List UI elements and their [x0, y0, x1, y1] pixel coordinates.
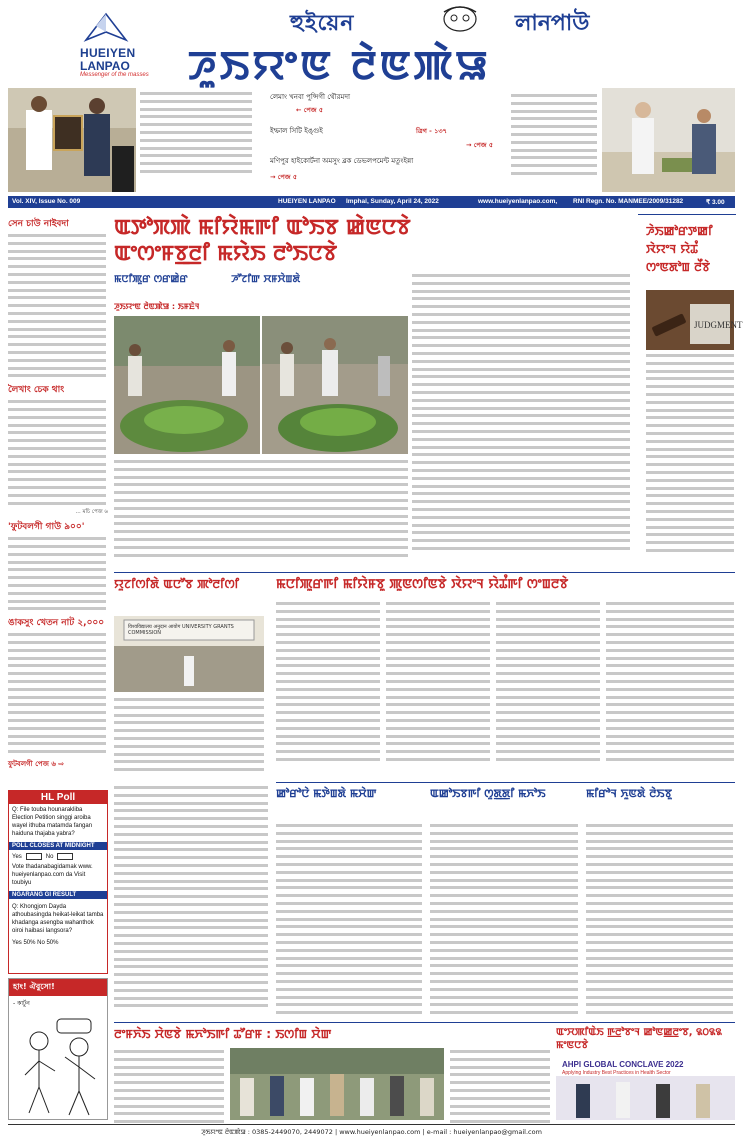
ahpi-headline: ꯑꯦꯆꯄꯤꯑꯥꯏ ꯒ꯭ꯂꯣꯕꯦꯜ ꯀꯣꯟꯀ꯭ꯂꯦꯕ, ꯲꯰꯲꯲ ꯃꯦꯟꯅꯕꯥ: [556, 1027, 722, 1051]
logo-name-hueiyen: HUEIYEN: [80, 46, 136, 60]
masthead-cartoon-icon: [420, 4, 500, 34]
cartoon-head: হাং! ঐবুসো!: [9, 979, 107, 996]
poll-title: HL Poll: [9, 791, 107, 804]
teaser-2: ইম্ফাল সিটি ইঙ্গুই: [270, 127, 323, 135]
poll-yes-checkbox[interactable]: [26, 853, 42, 860]
teaser-3-ref[interactable]: → পেজ ৫: [270, 173, 298, 181]
bottom-group-photo: [230, 1048, 444, 1120]
bottom-story: [114, 1026, 550, 1122]
brief-4-headline: ঙাকসুং খেতন নাট ২,০০০: [8, 618, 105, 629]
top-news-strip: [8, 88, 735, 194]
cartoon-drawing-icon: [9, 1011, 107, 1121]
ugc-photo: [114, 616, 264, 692]
ahpi-photo: [556, 1058, 735, 1120]
ahpi-banner: AHPI GLOBAL CONCLAVE 2022: [562, 1060, 684, 1069]
judgment-label: JUDGMENT: [694, 320, 743, 330]
logo-name-lanpao: LANPAO: [80, 59, 130, 73]
rni-number: RNI Regn. No. MANMEE/2009/31282: [573, 198, 684, 205]
teaser-1-ref[interactable]: ← পেজ ৫: [296, 106, 324, 114]
lead-subhead-2: ꯍꯧꯖꯤꯛ ꯆꯝꯆꯥꯡꯗꯥ: [231, 274, 301, 285]
cartoon-credit: - কার্টুন: [13, 1000, 30, 1007]
brief-1-headline: সেন চাউ নাইবদা: [8, 219, 69, 229]
ceremony-photo: [602, 88, 735, 192]
cartoon-box: [8, 978, 108, 1120]
poll-question: Q: File touba hounarakliba Election Petition singgi aroiba wayel ithuba matamda fangan haiduna thajaba yabra?: [12, 807, 93, 837]
brief-2-more[interactable]: ... মচি পেজ ৬: [75, 509, 108, 516]
meitei-mayek-title: ꯍꯨꯏꯌꯦꯟ ꯂꯥꯟꯄꯥꯎ: [188, 42, 491, 89]
newspaper-logo: [70, 10, 160, 80]
ugc-headline: ꯌꯨꯖꯤꯁꯤꯗꯥ ꯑꯅꯧꯕ ꯄꯣꯂꯤꯁꯤ: [114, 577, 240, 591]
middle-headline: ꯃꯅꯤꯄꯨꯔꯒꯤ ꯃꯤꯌꯥꯝꯕꯨ ꯄꯨꯟꯁꯤꯟꯕꯥ ꯋꯥꯌꯦꯜ ꯌꯥꯊꯪꯒꯤ ꯁꯦꯡꯂꯕꯥ: [276, 577, 569, 592]
paper-name: HUEIYEN LANPAO: [278, 198, 336, 205]
poll-no-checkbox[interactable]: [57, 853, 73, 860]
row3-headline-1: ꯀꯣꯔꯣꯅꯥ ꯃꯇꯥꯡꯗꯥ ꯃꯆꯥꯛ: [276, 787, 377, 800]
teaser-3: মণিপুর হাইকোর্টনা অমসুং ব্লক ডেভলপমেন্ট মতুংইন্না: [270, 157, 414, 165]
masthead: [0, 0, 743, 88]
bengali-title-left: হুইয়েন: [290, 11, 355, 36]
teaser-1: লেমাং খনবা পুন্সিগী থৌরমদা: [270, 93, 351, 101]
brief-2-headline: লৈখাং চেক থাং: [8, 385, 65, 396]
ahpi-story: [556, 1026, 735, 1122]
bottom-headline: ꯂꯦꯝꯈꯥꯏ ꯆꯥꯟꯕꯥ ꯃꯈꯣꯏꯒꯤ ꯊꯧꯔꯝ : ꯏꯁꯤꯡ ꯆꯥꯛ: [114, 1027, 332, 1041]
top-center-teasers: [256, 88, 506, 192]
brief-3-headline: 'ফুটবলগী গাউ ৯০০': [8, 522, 85, 533]
row3-story-3: [586, 786, 735, 1016]
award-photo: [8, 88, 136, 192]
judgment-photo: [646, 290, 743, 350]
middle-story: [276, 576, 735, 776]
row3-headline-3: ꯃꯤꯔꯣꯜ ꯈꯨꯟꯗꯥ ꯂꯥꯏꯕꯨ: [586, 787, 672, 800]
price: ₹ 3.00: [706, 199, 725, 206]
poll-vote-instructions[interactable]: Vote thadanabagidamak www. hueiyenlanpao.com da Visit toubiyu: [12, 864, 93, 886]
ugc-sign: विश्वविद्यालय अनुदान आयोग UNIVERSITY GRANTS COMMISSION: [128, 624, 234, 636]
lead-headline-2: ꯑꯦꯁꯦꯝꯕ꯭ꯂꯤ ꯃꯌꯥꯏ ꯂꯣꯏꯅꯕꯥ: [114, 241, 338, 265]
football-jump[interactable]: ফুটবলগী পেজ ৬ ⇨: [8, 760, 65, 769]
bengali-title-right: লানপাউ: [515, 11, 590, 36]
poll-closes: POLL CLOSES AT MIDNIGHT: [9, 842, 107, 850]
row3-story-2: [430, 786, 580, 1016]
lead-byline: ꯍꯨꯏꯌꯦꯟ ꯂꯥꯟꯄꯥꯎ : ꯏꯝꯐꯥꯜ: [114, 302, 200, 311]
row3-headline-2: ꯑꯀꯣꯏꯕꯒꯤ ꯁꯨꯗ꯭ꯗꯤ ꯃꯈꯣꯏ: [430, 787, 546, 800]
paper-crane-icon: [84, 10, 128, 44]
poll-yes-label: Yes: [12, 853, 22, 860]
hl-poll-box: [8, 790, 108, 974]
row3-story-1: [276, 786, 424, 1016]
ugc-story: [114, 576, 270, 776]
lead-subhead: [114, 272, 404, 286]
ahpi-subbanner: Applying Industry Best Practices in Health Sector: [562, 1070, 671, 1076]
judgment-headline: ꯍꯥꯏꯀꯣꯔꯇꯀꯤ ꯋꯥꯌꯦꯜ ꯌꯥꯊꯪ ꯁꯦꯟꯗꯣꯡ ꯂꯩꯕꯥ: [646, 224, 713, 274]
lead-story: [114, 214, 630, 568]
logo-tagline: Messenger of the masses: [80, 72, 149, 78]
poll-result-question: Q: Khongjom Dayda athoubasingda heikat-leikat tamba khadanga asengba wahanthok oiroi haibasi langsora?: [12, 904, 104, 934]
lead-subhead-1: ꯃꯅꯤꯄꯨꯔ ꯁꯔꯀꯥꯔ: [114, 274, 188, 285]
website[interactable]: www.hueiyenlanpao.com,: [478, 198, 558, 205]
poll-no-label: No: [45, 853, 54, 860]
page-footer: ꯍꯨꯏꯌꯦꯟ ꯂꯥꯟꯄꯥꯎ : 0385-2449070, 2449072 | www.hueiyenlanpao.com | e-mail : hueiyenlanpao@gmail.com: [8, 1124, 735, 1138]
lead-photo-right: [262, 316, 408, 454]
poll-result-head: NGARANG GI RESULT: [9, 891, 107, 899]
edition-info-bar: [8, 196, 735, 208]
lead-photo-left: [114, 316, 260, 454]
lead-headline-1: ꯑꯇꯣꯞꯄꯥ ꯃꯤꯌꯥꯃꯒꯤ ꯑꯣꯏꯕ ꯀꯥꯟꯅꯕꯥ: [114, 215, 411, 239]
poll-result-values: Yes 50% No 50%: [12, 940, 59, 946]
teaser-2-ref[interactable]: → পেজ ৫: [466, 141, 494, 149]
volume-issue: Vol. XIV, Issue No. 009: [12, 198, 81, 205]
place-date: Imphal, Sunday, April 24, 2022: [346, 198, 439, 205]
teaser-score: ত্রিগ - ১৩৭: [416, 127, 447, 135]
